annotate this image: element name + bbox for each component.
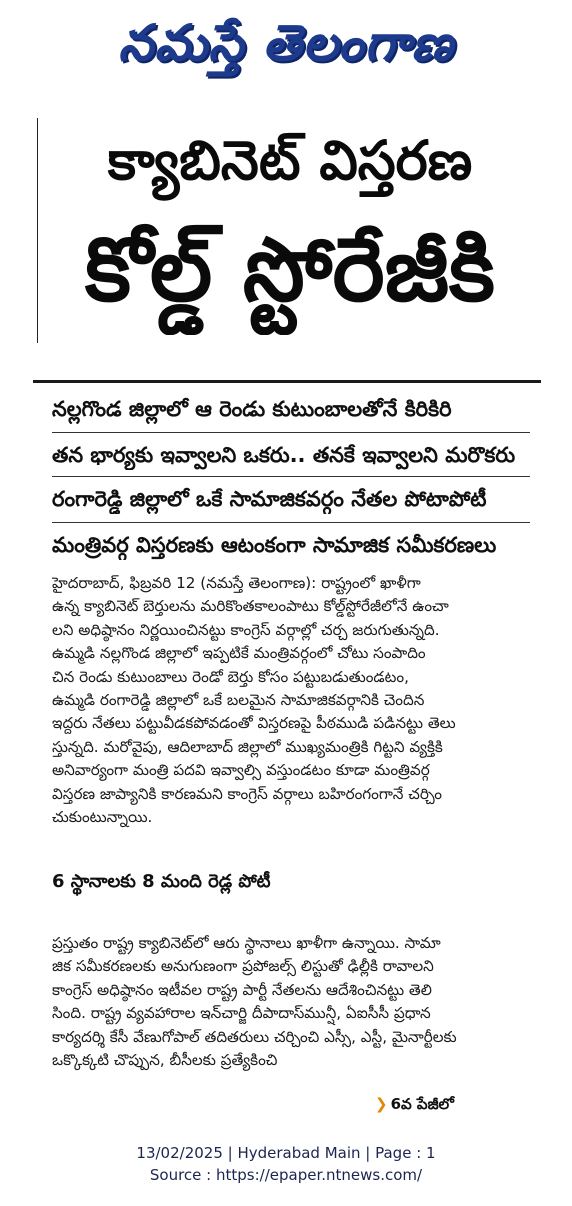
body-line: స్తున్నది. మరోవైపు, ఆదిలాబాద్ జిల్లాలో ముఖ్యమంత్రికి గిట్టని వ్యక్తికి [52, 737, 443, 756]
body-line: లని అధిష్ఠానం నిర్ణయించినట్టు కాంగ్రెస్ వర్గాల్లో చర్చ జరుగుతున్నది. [52, 620, 440, 639]
section-line: కాంగ్రెస్ అధిష్ఠానం ఇటీవల రాష్ట్ర పార్టీ నేతలను ఆదేశించినట్టు తెలి [52, 980, 432, 999]
divider [52, 476, 530, 477]
section-line: ప్రస్తుతం రాష్ట్ర క్యాబినెట్‌లో ఆరు స్థానాలు ఖాళీగా ఉన్నాయి. సామా [52, 934, 441, 952]
column-rule [37, 118, 38, 343]
body-line: ఉమ్మడి నల్లగొండ జిల్లాలో ఇప్పటికే మంత్రివర్గంలో చోటు సంపాదిం [52, 644, 426, 663]
divider [52, 522, 530, 523]
section-heading: 6 స్థానాలకు 8 మంది రెడ్ల పోటీ [52, 871, 271, 892]
section-line: ఒక్కొక్కటి చొప్పున, బీసీలకు ప్రత్యేకించి [52, 1050, 278, 1069]
body-line: చుకుంటున్నాయి. [52, 807, 153, 826]
section-line: కార్యదర్శి కేసీ వేణుగోపాల్ తదితరులు చర్చించి ఎస్సీ, ఎస్టీ, మైనార్టీలకు [52, 1027, 457, 1046]
divider [33, 380, 541, 383]
chevron-right-icon: ❯ [375, 1095, 388, 1113]
headline-line-1: క్యాబినెట్ విస్తరణ [107, 129, 473, 192]
footer-source-line: Source : https://epaper.ntnews.com/ [149, 1166, 423, 1184]
article-body [52, 572, 530, 829]
body-line: విస్తరణ జాప్యానికి కారణమని కాంగ్రెస్ వర్గాలు బహిరంగంగానే చర్చిం [52, 784, 443, 803]
footer-date-line: 13/02/2025 | Hyderabad Main | Page : 1 [136, 1144, 436, 1162]
body-line: చిన రెండు కుటుంబాలు రెండో బెర్తు కోసం పట్టుబడుతుండటం, [52, 667, 409, 686]
continue-label: 6వ పేజీలో [390, 1095, 454, 1113]
subhead-2: తన భార్యకు ఇవ్వాలని ఒకరు.. తనకే ఇవ్వాలని మరొకరు [52, 443, 516, 467]
body-line: అనివార్యంగా మంత్రి పదవి ఇవ్వాల్సి వస్తుండటం కూడా మంత్రివర్గ [52, 761, 430, 780]
subhead-1: నల్లగొండ జిల్లాలో ఆ రెండు కుటుంబాలతోనే కిరికిరి [52, 397, 452, 421]
masthead [0, 0, 572, 92]
subhead-4: మంత్రివర్గ విస్తరణకు ఆటంకంగా సామాజిక సమీకరణలు [52, 533, 497, 557]
divider [52, 432, 530, 433]
body-line: ఉమ్మడి రంగారెడ్డి జిల్లాలో ఒకే బలమైన సామాజికవర్గానికి చెందిన [52, 690, 425, 709]
masthead-title: నమస్తే తెలంగాణ [118, 13, 454, 72]
body-line: ఇద్దరు నేతలు పట్టువీడకపోవడంతో విస్తరణపై పీఠముడి పడినట్టు తెలు [52, 714, 456, 733]
section-body [52, 932, 530, 1072]
body-line: హైదరాబాద్, ఫిబ్రవరి 12 (నమస్తే తెలంగాణ): రాష్ట్రంలో ఖాళీగా [52, 574, 421, 592]
subhead-3: రంగారెడ్డి జిల్లాలో ఒకే సామాజికవర్గం నేతల పోటాపోటీ [52, 487, 487, 511]
continue-marker [375, 1095, 454, 1117]
section-line: జిక సమీకరణలకు అనుగుణంగా ప్రపోజల్స్ లిస్టుతో ఢిల్లీకి రావాలని [52, 957, 434, 976]
body-line: ఉన్న క్యాబినెట్ బెర్తులను మరికొంతకాలంపాటు కోల్డ్‌స్టోరేజీలోనే ఉంచా [52, 597, 449, 616]
section-line: సింది. రాష్ట్ర వ్యవహారాల ఇన్‌చార్జి దీపాదాస్‌మున్షీ, ఏఐసీసీ ప్రధాన [52, 1004, 431, 1023]
headline-line-2: కోల్డ్ స్టోరేజీకి [85, 218, 495, 321]
